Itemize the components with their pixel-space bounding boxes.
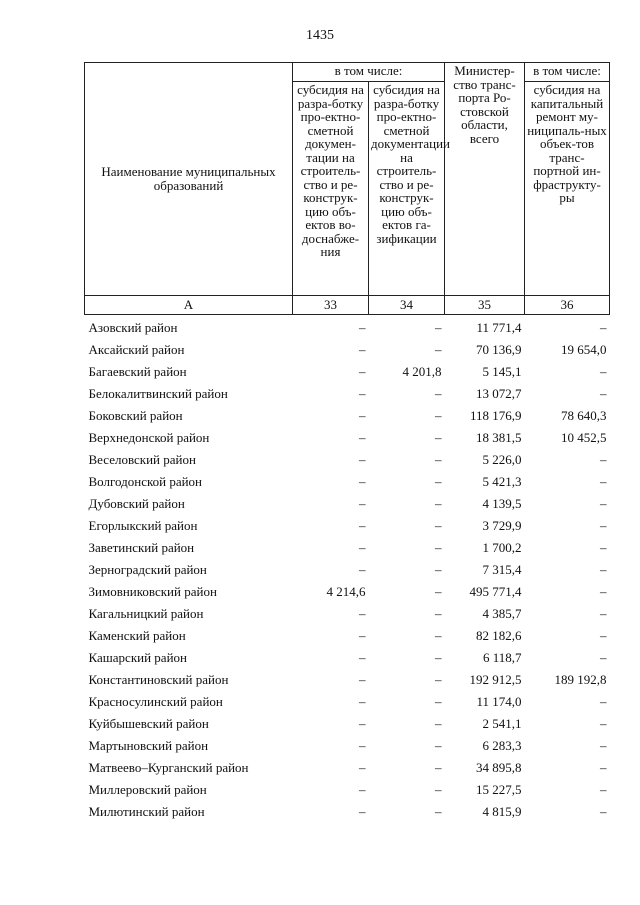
value-cell-34: –: [435, 650, 442, 665]
value-cell-35: 15 227,5: [476, 782, 522, 797]
table-row: [85, 471, 610, 493]
table-row: [85, 603, 610, 625]
code-33: 33: [293, 296, 369, 315]
municipality-name-cell: Белокалитвинский район: [88, 386, 228, 401]
value-cell-36: –: [600, 562, 607, 577]
value-cell-33: –: [359, 364, 366, 379]
value-cell-33: –: [359, 452, 366, 467]
value-cell-33: –: [359, 342, 366, 357]
table-row: [85, 757, 610, 779]
municipality-name-cell: Красносулинский район: [88, 694, 223, 709]
municipality-name-cell: Куйбышевский район: [88, 716, 209, 731]
value-cell-35: 7 315,4: [482, 562, 522, 577]
value-cell-33: –: [359, 716, 366, 731]
table-row: [85, 713, 610, 735]
code-35: 35: [445, 296, 525, 315]
value-cell-36: –: [600, 364, 607, 379]
value-cell-33: –: [359, 738, 366, 753]
value-cell-35: 2 541,1: [482, 716, 522, 731]
value-cell-34: –: [435, 540, 442, 555]
value-cell-33: –: [359, 804, 366, 819]
value-cell-33: –: [359, 518, 366, 533]
municipality-name-cell: Азовский район: [88, 320, 178, 335]
value-cell-36: –: [600, 518, 607, 533]
value-cell-35: 4 385,7: [482, 606, 522, 621]
value-cell-34: –: [435, 562, 442, 577]
value-cell-33: –: [359, 606, 366, 621]
value-cell-36: –: [600, 540, 607, 555]
value-cell-34: –: [435, 386, 442, 401]
table-row: [85, 625, 610, 647]
value-cell-34: –: [435, 628, 442, 643]
table-row: [85, 315, 610, 340]
value-cell-34: –: [435, 672, 442, 687]
municipality-name-cell: Миллеровский район: [88, 782, 207, 797]
value-cell-36: –: [600, 496, 607, 511]
table-header: [85, 63, 610, 315]
value-cell-33: –: [359, 760, 366, 775]
value-cell-36: –: [600, 738, 607, 753]
municipality-name-cell: Волгодонской район: [88, 474, 203, 489]
municipality-name-cell: Кашарский район: [88, 650, 187, 665]
value-cell-35: 3 729,9: [482, 518, 522, 533]
value-cell-35: 192 912,5: [469, 672, 522, 687]
municipality-name-cell: Матвеево–Курганский район: [88, 760, 249, 775]
value-cell-35: 5 421,3: [482, 474, 522, 489]
table-row: [85, 515, 610, 537]
value-cell-34: –: [435, 320, 442, 335]
value-cell-33: –: [359, 496, 366, 511]
municipality-name-cell: Дубовский район: [88, 496, 185, 511]
value-cell-36: 10 452,5: [561, 430, 607, 445]
municipality-name-cell: Зерноградский район: [88, 562, 207, 577]
table-row: [85, 405, 610, 427]
value-cell-35: 82 182,6: [476, 628, 522, 643]
value-cell-35: 4 815,9: [482, 804, 522, 819]
value-cell-33: –: [359, 672, 366, 687]
table-body: [85, 315, 610, 824]
value-cell-35: 5 226,0: [482, 452, 522, 467]
value-cell-33: –: [359, 320, 366, 335]
municipality-name-cell: Заветинский район: [88, 540, 195, 555]
value-cell-34: –: [435, 496, 442, 511]
municipality-name-cell: Милютинский район: [88, 804, 205, 819]
value-cell-36: 19 654,0: [561, 342, 607, 357]
value-cell-34: –: [435, 804, 442, 819]
value-cell-33: –: [359, 562, 366, 577]
table-row: [85, 691, 610, 713]
value-cell-35: 34 895,8: [476, 760, 522, 775]
table-row: [85, 669, 610, 691]
group-header-1: в том числе:: [293, 63, 445, 82]
value-cell-34: –: [435, 760, 442, 775]
table-row: [85, 801, 610, 823]
value-cell-34: –: [435, 452, 442, 467]
value-cell-34: –: [435, 474, 442, 489]
value-cell-34: –: [435, 408, 442, 423]
value-cell-36: –: [600, 584, 607, 599]
value-cell-35: 6 118,7: [482, 650, 522, 665]
value-cell-36: –: [600, 628, 607, 643]
budget-table: [84, 62, 610, 823]
value-cell-33: –: [359, 628, 366, 643]
value-cell-36: –: [600, 716, 607, 731]
value-cell-36: –: [600, 320, 607, 335]
table-row: [85, 647, 610, 669]
value-cell-36: 189 192,8: [554, 672, 607, 687]
table-row: [85, 735, 610, 757]
municipality-name-cell: Мартыновский район: [88, 738, 209, 753]
value-cell-35: 118 176,9: [469, 408, 522, 423]
value-cell-36: –: [600, 694, 607, 709]
col-33-header: субсидия на разра-ботку про-ектно-сметной докумен-тации на строитель-ство и ре-конструк-цию объ-ектов во-доснабже-ния: [293, 82, 369, 296]
value-cell-35: 70 136,9: [476, 342, 522, 357]
value-cell-34: –: [435, 584, 442, 599]
value-cell-34: –: [435, 716, 442, 731]
table-row: [85, 559, 610, 581]
value-cell-36: –: [600, 650, 607, 665]
table-row: [85, 537, 610, 559]
municipality-name-cell: Багаевский район: [88, 364, 187, 379]
municipality-name-cell: Верхнедонской район: [88, 430, 210, 445]
value-cell-36: –: [600, 782, 607, 797]
value-cell-35: 4 139,5: [482, 496, 522, 511]
value-cell-34: 4 201,8: [402, 364, 442, 379]
value-cell-35: 11 174,0: [476, 694, 522, 709]
value-cell-36: –: [600, 452, 607, 467]
value-cell-36: –: [600, 386, 607, 401]
value-cell-34: –: [435, 606, 442, 621]
value-cell-35: 13 072,7: [476, 386, 522, 401]
value-cell-36: –: [600, 804, 607, 819]
value-cell-34: –: [435, 738, 442, 753]
municipality-name-cell: Константиновский район: [88, 672, 229, 687]
value-cell-36: 78 640,3: [561, 408, 607, 423]
table-row: [85, 427, 610, 449]
value-cell-36: –: [600, 606, 607, 621]
value-cell-33: 4 214,6: [326, 584, 366, 599]
table-row: [85, 779, 610, 801]
value-cell-36: –: [600, 760, 607, 775]
value-cell-35: 5 145,1: [482, 364, 522, 379]
value-cell-34: –: [435, 518, 442, 533]
value-cell-33: –: [359, 782, 366, 797]
value-cell-34: –: [435, 342, 442, 357]
table-row: [85, 449, 610, 471]
value-cell-33: –: [359, 694, 366, 709]
value-cell-33: –: [359, 540, 366, 555]
group-header-2: в том числе:: [525, 63, 610, 82]
value-cell-35: 1 700,2: [482, 540, 522, 555]
table-row: [85, 493, 610, 515]
value-cell-35: 18 381,5: [476, 430, 522, 445]
municipality-name-cell: Кагальницкий район: [88, 606, 204, 621]
value-cell-33: –: [359, 386, 366, 401]
name-column-header: Наименование муниципальных образований: [85, 63, 293, 296]
col-34-header: субсидия на разра-ботку про-ектно-сметной документации на строитель-ство и ре-конструк-цию объ-ектов га-зификации: [369, 82, 445, 296]
value-cell-33: –: [359, 474, 366, 489]
municipality-name-cell: Каменский район: [88, 628, 186, 643]
table-row: [85, 339, 610, 361]
municipality-name-cell: Аксайский район: [88, 342, 185, 357]
value-cell-35: 6 283,3: [482, 738, 522, 753]
value-cell-33: –: [359, 408, 366, 423]
code-34: 34: [369, 296, 445, 315]
value-cell-34: –: [435, 430, 442, 445]
table-row: [85, 361, 610, 383]
municipality-name-cell: Зимовниковский район: [88, 584, 217, 599]
municipality-name-cell: Боковский район: [88, 408, 183, 423]
municipality-name-cell: Веселовский район: [88, 452, 196, 467]
value-cell-36: –: [600, 474, 607, 489]
table-row: [85, 581, 610, 603]
municipality-name-cell: Егорлыкский район: [88, 518, 198, 533]
table-row: [85, 383, 610, 405]
value-cell-35: 11 771,4: [476, 320, 522, 335]
value-cell-33: –: [359, 430, 366, 445]
code-36: 36: [525, 296, 610, 315]
code-a: А: [85, 296, 293, 315]
ministry-column-header: Министер-ство транс-порта Ро-стовской области, всего: [445, 63, 525, 296]
value-cell-35: 495 771,4: [469, 584, 522, 599]
col-36-header: субсидия на капитальный ремонт му-ниципаль-ных объек-тов транс-портной ин-фраструкту-ры: [525, 82, 610, 296]
value-cell-34: –: [435, 782, 442, 797]
value-cell-34: –: [435, 694, 442, 709]
value-cell-33: –: [359, 650, 366, 665]
page-number: 1435: [306, 28, 334, 43]
